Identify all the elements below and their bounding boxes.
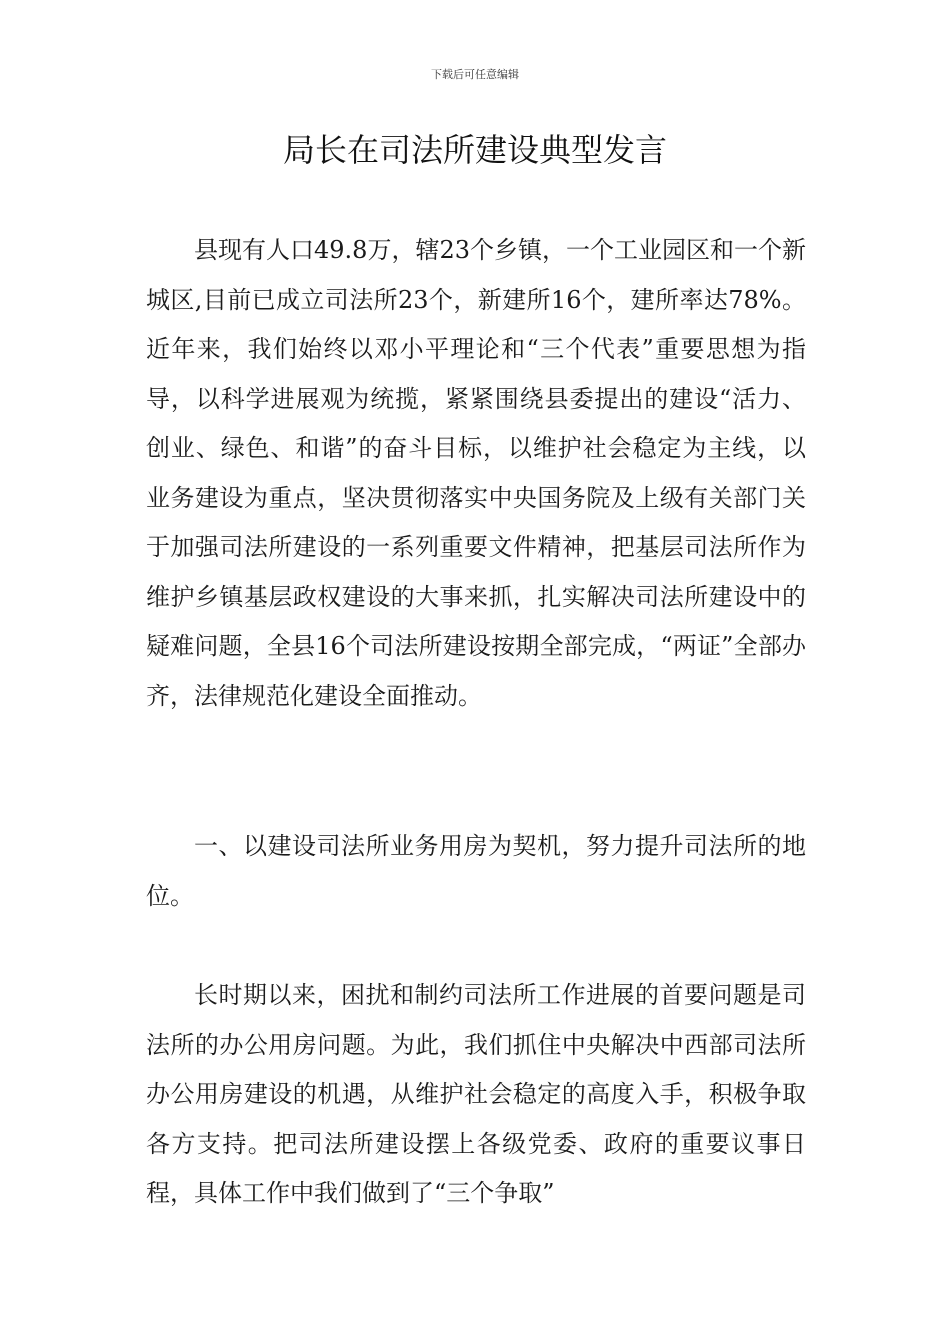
section-heading-1: 一、以建设司法所业务用房为契机，努力提升司法所的地位。 — [146, 832, 806, 910]
paragraph-intro: 县现有人口49.8万，辖23个乡镇，一个工业园区和一个新城区,目前已成立司法所23个，新建所16个，建所率达78%。近年来，我们始终以邓小平理论和“三个代表”重要思想为指导，以科学进展观为统揽，紧紧围绕县委提出的建设“活力、创业、绿色、和谐”的奋斗目标，以维护社会稳定为主线，以业务建设为重点，坚决贯彻落实中央国务院及上级有关部门关于加强司法所建设的一系列重要文件精神，把基层司法所作为维护乡镇基层政权建设的大事来抓，扎实解决司法所建设中的疑难问题，全县16个司法所建设按期全部完成，“两证”全部办齐，法律规范化建设全面推动。 — [146, 236, 806, 710]
document-title: 局长在司法所建设典型发言 — [282, 131, 667, 169]
paragraph-section-1: 长时期以来，困扰和制约司法所工作进展的首要问题是司法所的办公用房问题。为此，我们抓住中央解决中西部司法所办公用房建设的机遇，从维护社会稳定的高度入手，积极争取各方支持。把司法所建设摆上各级党委、政府的重要议事日程，具体工作中我们做到了“三个争取” — [146, 981, 806, 1207]
header-note: 下载后可任意编辑 — [431, 68, 519, 81]
